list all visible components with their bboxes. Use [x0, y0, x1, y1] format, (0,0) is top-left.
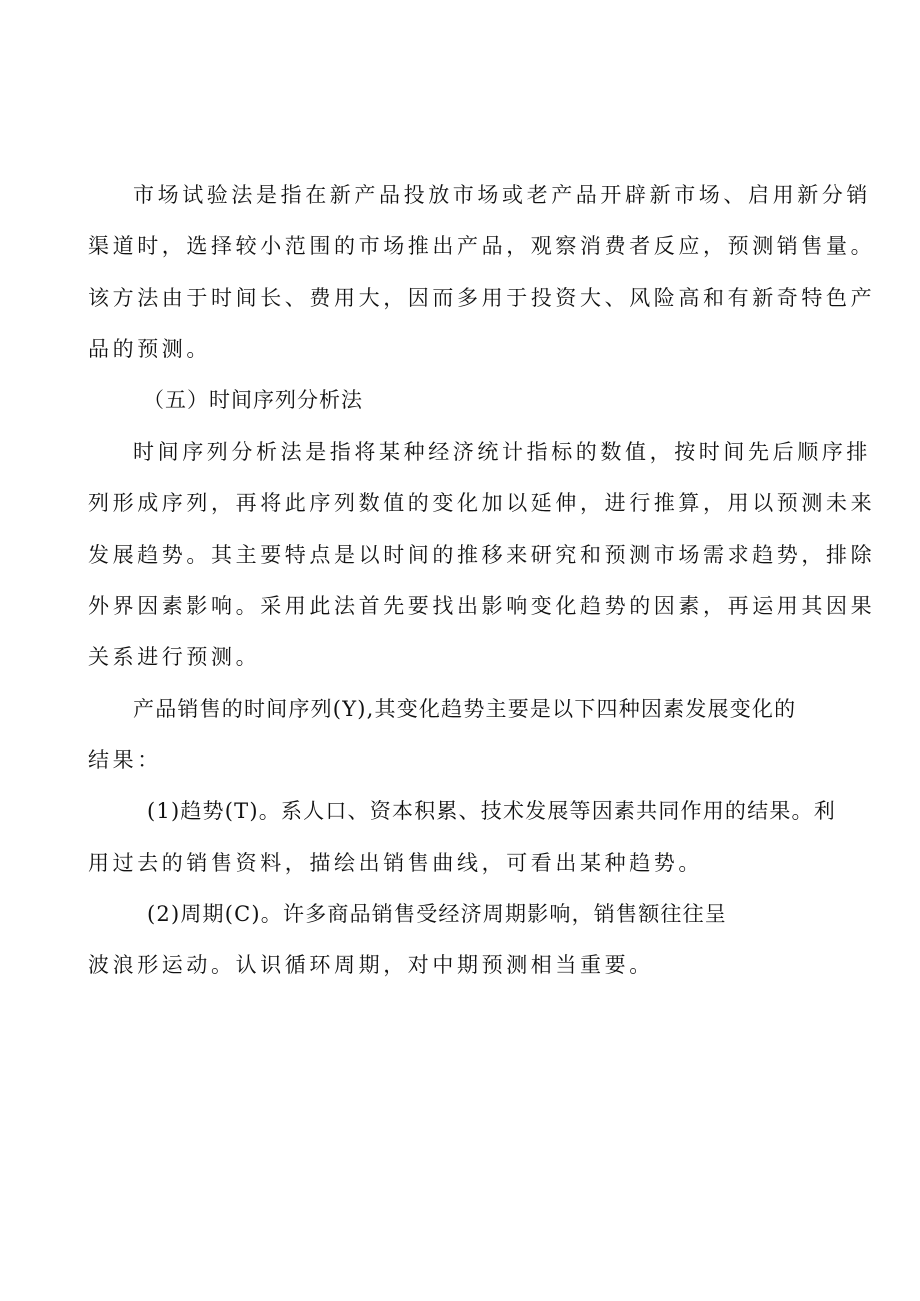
paragraph-wave-motion: 波浪形运动。认识循环周期，对中期预测相当重要。: [88, 953, 654, 977]
list-item-cycle-line-1: (2)周期(C)。许多商品销售受经济周期影响，销售额往往呈: [147, 902, 727, 926]
list-item-trend-line-2: 用过去的销售资料，描绘出销售曲线，可看出某种趋势。: [88, 851, 703, 875]
list-item-trend-line-1: (1)趋势(T)。系人口、资本积累、技术发展等因素共同作用的结果。利: [147, 799, 836, 823]
section-heading: （五）时间序列分析法: [143, 388, 363, 412]
paragraph-market-test-line-1: 市场试验法是指在新产品投放市场或老产品开辟新市场、启用新分销: [133, 183, 871, 207]
paragraph-sales-series-line-1: 产品销售的时间序列(Y),其变化趋势主要是以下四种因素发展变化的: [133, 697, 797, 721]
paragraph-market-test-line-3: 该方法由于时间长、费用大，因而多用于投资大、风险高和有新奇特色产: [88, 286, 876, 310]
paragraph-time-series-line-2: 列形成序列，再将此序列数值的变化加以延伸，进行推算，用以预测未来: [88, 491, 876, 515]
paragraph-time-series-line-4: 外界因素影响。采用此法首先要找出影响变化趋势的因素，再运用其因果: [88, 594, 876, 618]
paragraph-market-test-line-4: 品的预测。: [88, 337, 211, 361]
paragraph-time-series-line-5: 关系进行预测。: [88, 645, 261, 669]
paragraph-market-test-line-2: 渠道时，选择较小范围的市场推出产品，观察消费者反应，预测销售量。: [88, 234, 876, 258]
paragraph-sales-series-line-2: 结果：: [88, 748, 162, 772]
paragraph-time-series-line-1: 时间序列分析法是指将某种经济统计指标的数值，按时间先后顺序排: [133, 440, 871, 464]
paragraph-time-series-line-3: 发展趋势。其主要特点是以时间的推移来研究和预测市场需求趋势，排除: [88, 543, 876, 567]
